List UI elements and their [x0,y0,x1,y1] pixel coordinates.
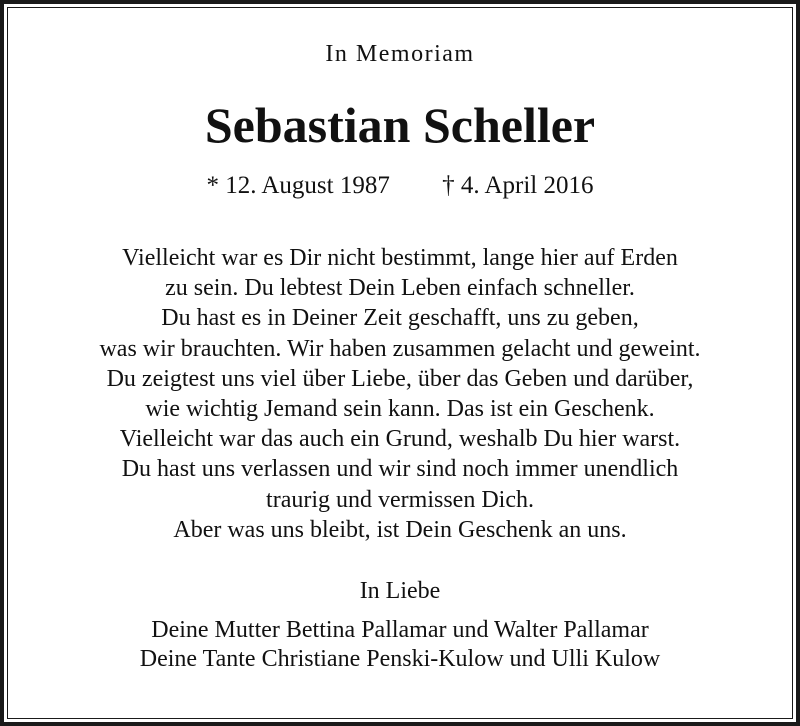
signatures [0,616,800,674]
memorial-text [0,243,800,545]
death-date: † 4. April 2016 [442,172,594,199]
closing-phrase: In Liebe [359,578,441,604]
memorial-text-line: traurig und vermissen Dich. [266,486,534,513]
memorial-text-line: was wir brauchten. Wir haben zusammen gelacht und geweint. [99,335,701,362]
memorial-text-line: zu sein. Du lebtest Dein Leben einfach schneller. [165,275,635,302]
memorial-text-line: Du zeigtest uns viel über Liebe, über das Geben und darüber, [106,365,694,392]
birth-date: * 12. August 1987 [206,172,390,199]
life-dates [0,170,800,202]
signature-line: Deine Mutter Bettina Pallamar und Walter Pallamar [151,617,649,643]
memorial-text-line: Vielleicht war es Dir nicht bestimmt, lange hier auf Erden [122,245,678,271]
memoriam-heading: In Memoriam [325,41,475,67]
memorial-text-line: Du hast es in Deiner Zeit geschafft, uns zu geben, [161,305,639,332]
memorial-text-line: Vielleicht war das auch ein Grund, weshalb Du hier warst. [119,426,681,453]
deceased-name: Sebastian Scheller [204,97,596,153]
memorial-text-line: wie wichtig Jemand sein kann. Das ist ein Geschenk. [145,396,655,423]
memorial-text-line: Aber was uns bleibt, ist Dein Geschenk an uns. [173,516,627,543]
signature-line: Deine Tante Christiane Penski-Kulow und Ulli Kulow [139,646,661,672]
memorial-text-line: Du hast uns verlassen und wir sind noch immer unendlich [121,456,679,483]
